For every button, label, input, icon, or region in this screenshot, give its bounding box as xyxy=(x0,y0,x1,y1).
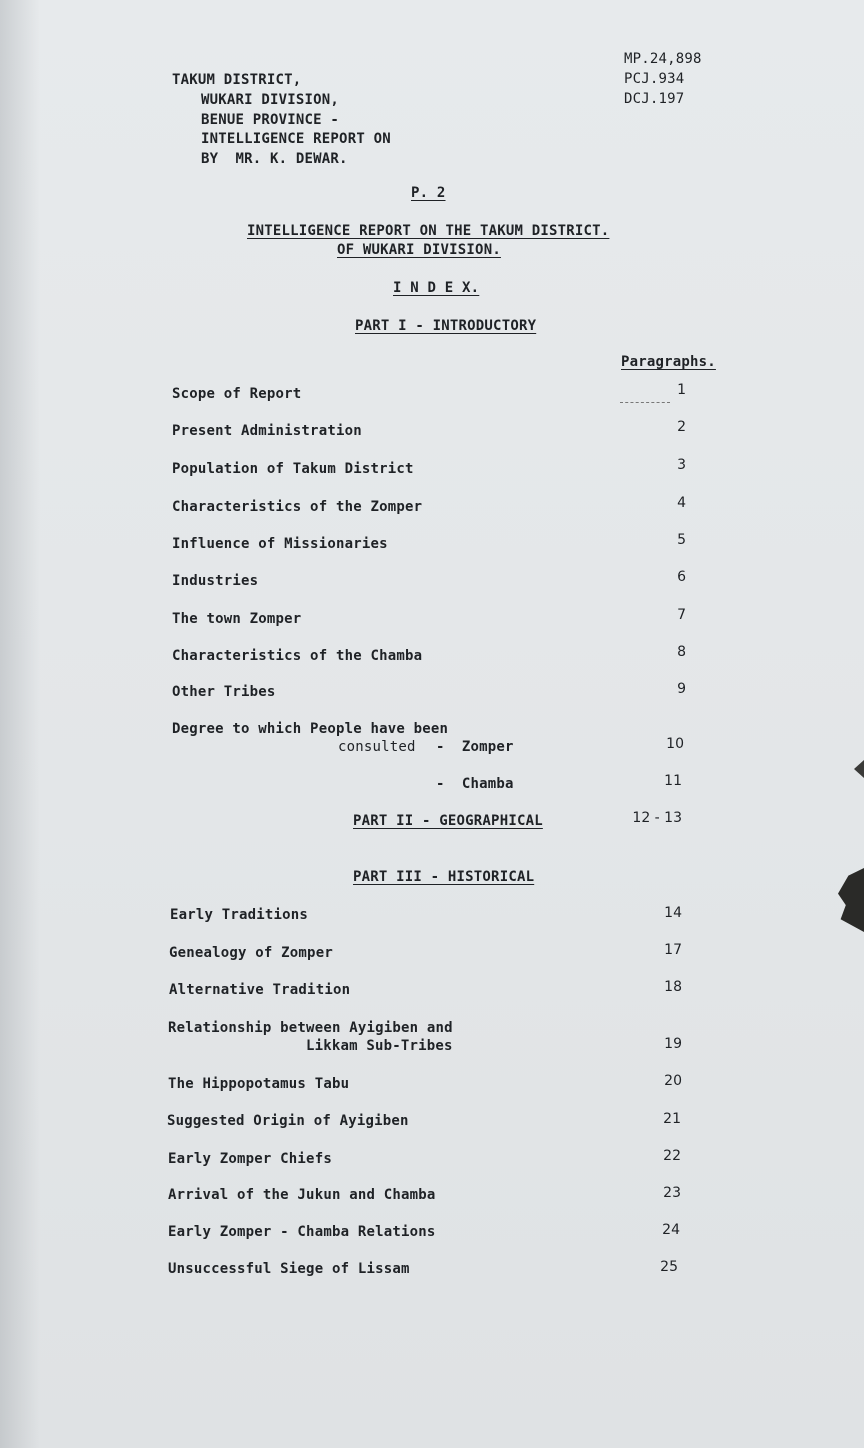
index-entry-label: The Hippopotamus Tabu xyxy=(168,1076,350,1092)
index-entry-para: 10 xyxy=(666,736,684,752)
index-entry-label: The town Zomper xyxy=(172,611,302,627)
index-entry-para: 4 xyxy=(677,495,686,511)
index-entry-label: Arrival of the Jukun and Chamba xyxy=(168,1187,436,1203)
index-entry-para: 5 xyxy=(677,532,686,548)
report-subtitle: OF WUKARI DIVISION. xyxy=(337,242,501,258)
index-heading: I N D E X. xyxy=(393,280,480,296)
part2-heading: PART II - GEOGRAPHICAL xyxy=(353,813,543,829)
index-entry-label: consulted xyxy=(338,739,416,755)
reference-number: MP.24,898 xyxy=(624,51,702,67)
index-entry-label: Alternative Tradition xyxy=(169,982,351,998)
header-line: WUKARI DIVISION, xyxy=(201,92,340,108)
paper-tear xyxy=(854,760,864,778)
index-entry-para: 20 xyxy=(664,1073,682,1089)
index-entry-label: Population of Takum District xyxy=(172,461,414,477)
index-entry-sub: - Chamba xyxy=(436,776,514,792)
page-edge-shadow xyxy=(0,0,40,1448)
page-number: P. 2 xyxy=(411,185,446,201)
index-entry-para: 18 xyxy=(664,979,682,995)
index-entry-label: Early Zomper Chiefs xyxy=(168,1151,332,1167)
paper-tear xyxy=(838,868,864,932)
paragraphs-heading: Paragraphs. xyxy=(621,354,716,370)
index-entry-label: Unsuccessful Siege of Lissam xyxy=(168,1261,410,1277)
index-entry-label: Influence of Missionaries xyxy=(172,536,388,552)
index-entry-para: 23 xyxy=(663,1185,681,1201)
divider xyxy=(620,402,670,403)
index-entry-para: 9 xyxy=(677,681,686,697)
report-title: INTELLIGENCE REPORT ON THE TAKUM DISTRICT. xyxy=(247,223,610,239)
index-entry-para: 2 xyxy=(677,419,686,435)
index-entry-label: Likkam Sub-Tribes xyxy=(306,1038,453,1054)
index-entry-para: 11 xyxy=(664,773,682,789)
index-entry-para: 17 xyxy=(664,942,682,958)
index-entry-label: Degree to which People have been xyxy=(172,721,449,737)
index-entry-label: Scope of Report xyxy=(172,386,302,402)
index-entry-label: Characteristics of the Chamba xyxy=(172,648,423,664)
index-entry-para: 19 xyxy=(664,1036,682,1052)
index-entry-para: 8 xyxy=(677,644,686,660)
index-entry-para: 12 - 13 xyxy=(632,810,682,826)
header-line: BENUE PROVINCE - xyxy=(201,112,340,128)
header-line: BY MR. K. DEWAR. xyxy=(201,151,348,167)
index-entry-label: Relationship between Ayigiben and xyxy=(168,1020,453,1036)
index-entry-para: 1 xyxy=(677,382,686,398)
index-entry-label: Early Traditions xyxy=(170,907,309,923)
index-entry-label: Industries xyxy=(172,573,259,589)
index-entry-para: 24 xyxy=(662,1222,680,1238)
header-line: INTELLIGENCE REPORT ON xyxy=(201,131,391,147)
part3-heading: PART III - HISTORICAL xyxy=(353,869,535,885)
index-entry-para: 25 xyxy=(660,1259,678,1275)
index-entry-para: 22 xyxy=(663,1148,681,1164)
part1-heading: PART I - INTRODUCTORY xyxy=(355,318,537,334)
index-entry-para: 14 xyxy=(664,905,682,921)
reference-number: PCJ.934 xyxy=(624,71,685,87)
index-entry-para: 6 xyxy=(677,569,686,585)
index-entry-para: 21 xyxy=(663,1111,681,1127)
header-line: TAKUM DISTRICT, xyxy=(172,72,302,88)
index-entry-label: Characteristics of the Zomper xyxy=(172,499,423,515)
index-entry-sub: - Zomper xyxy=(436,739,514,755)
index-entry-label: Early Zomper - Chamba Relations xyxy=(168,1224,436,1240)
index-entry-label: Genealogy of Zomper xyxy=(169,945,333,961)
index-entry-label: Other Tribes xyxy=(172,684,276,700)
reference-number: DCJ.197 xyxy=(624,91,685,107)
index-entry-label: Suggested Origin of Ayigiben xyxy=(167,1113,409,1129)
index-entry-para: 3 xyxy=(677,457,686,473)
index-entry-para: 7 xyxy=(677,607,686,623)
index-entry-label: Present Administration xyxy=(172,423,362,439)
